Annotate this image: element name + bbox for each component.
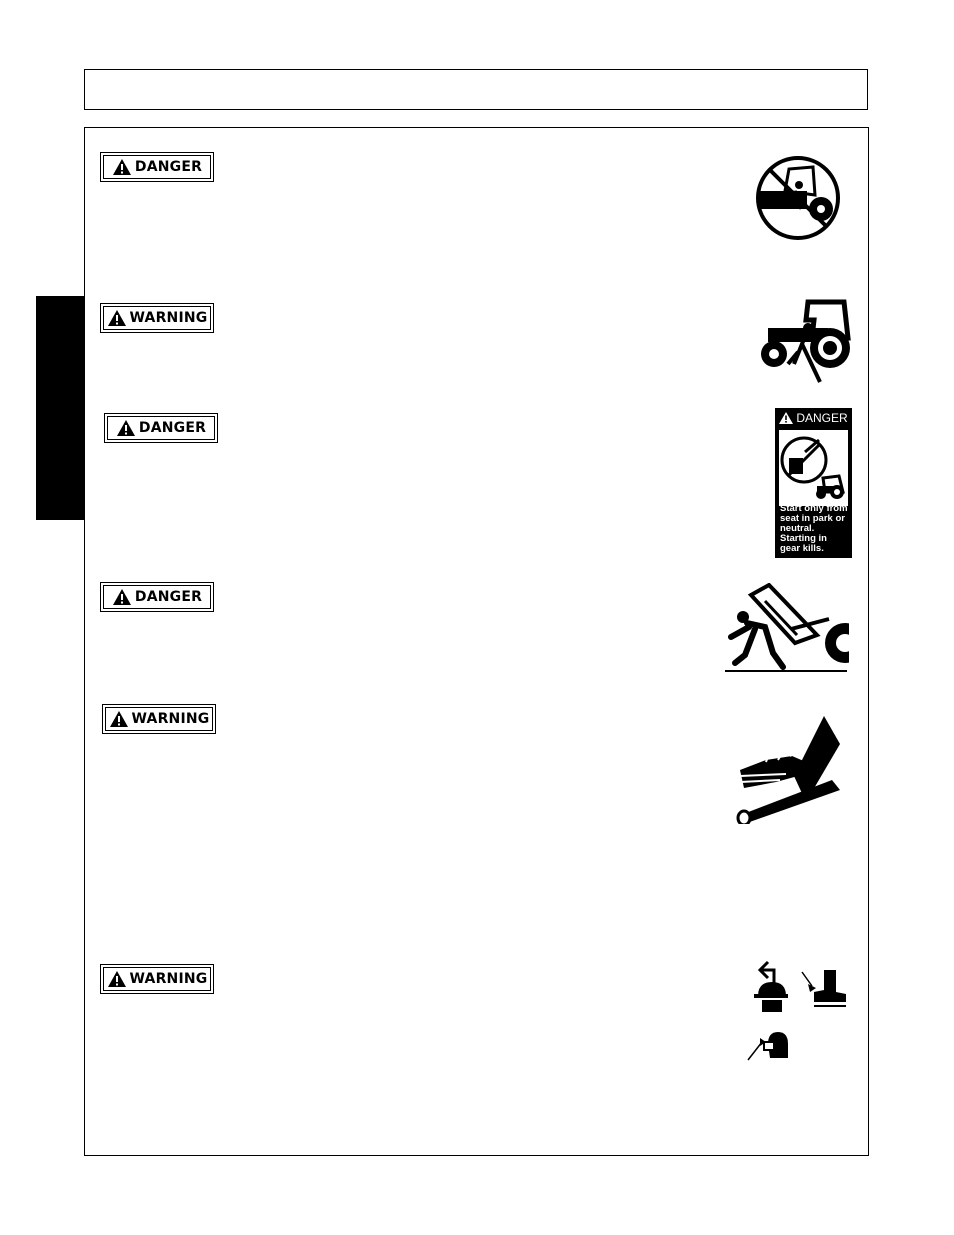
alert-triangle-icon bbox=[779, 412, 793, 424]
danger-sign-2 bbox=[104, 413, 218, 443]
danger-sign-1 bbox=[100, 152, 214, 182]
decal-header bbox=[775, 408, 852, 428]
decal-line: neutral. bbox=[780, 523, 815, 534]
warning-sign-2 bbox=[102, 704, 216, 734]
safety-boot-icon bbox=[800, 968, 848, 1008]
section-side-tab bbox=[36, 296, 84, 520]
sign-label: DANGER bbox=[134, 159, 203, 175]
danger-sign-3 bbox=[100, 582, 214, 612]
no-start-from-ground-icon bbox=[779, 430, 848, 506]
lift-crush-icon bbox=[725, 583, 849, 673]
decal-header-text: DANGER bbox=[796, 411, 848, 425]
tractor-runover-icon bbox=[758, 298, 852, 386]
warning-sign-3 bbox=[100, 964, 214, 994]
decal-line: Starting in bbox=[780, 533, 827, 544]
decal-line: gear kills. bbox=[780, 543, 824, 554]
alert-triangle-icon bbox=[112, 588, 132, 606]
start-safety-decal bbox=[775, 408, 852, 558]
page-header-box bbox=[84, 69, 868, 110]
hydraulic-injection-icon bbox=[736, 716, 842, 824]
decal-line: Start only from bbox=[780, 503, 848, 514]
alert-triangle-icon bbox=[107, 970, 127, 988]
warning-sign-1 bbox=[100, 303, 214, 333]
decal-picture bbox=[779, 430, 848, 506]
no-bystander-icon bbox=[755, 155, 841, 241]
alert-triangle-icon bbox=[112, 158, 132, 176]
decal-text bbox=[780, 504, 850, 554]
alert-triangle-icon bbox=[109, 710, 129, 728]
alert-triangle-icon bbox=[116, 419, 136, 437]
alert-triangle-icon bbox=[107, 309, 127, 327]
sign-label: DANGER bbox=[138, 420, 207, 436]
sign-label: WARNING bbox=[129, 310, 208, 326]
sign-label: WARNING bbox=[131, 711, 210, 727]
sign-label: DANGER bbox=[134, 589, 203, 605]
decal-line: seat in park or bbox=[780, 513, 845, 524]
ear-protection-icon bbox=[746, 1030, 790, 1062]
sign-label: WARNING bbox=[129, 971, 208, 987]
hard-hat-icon bbox=[750, 960, 790, 1012]
